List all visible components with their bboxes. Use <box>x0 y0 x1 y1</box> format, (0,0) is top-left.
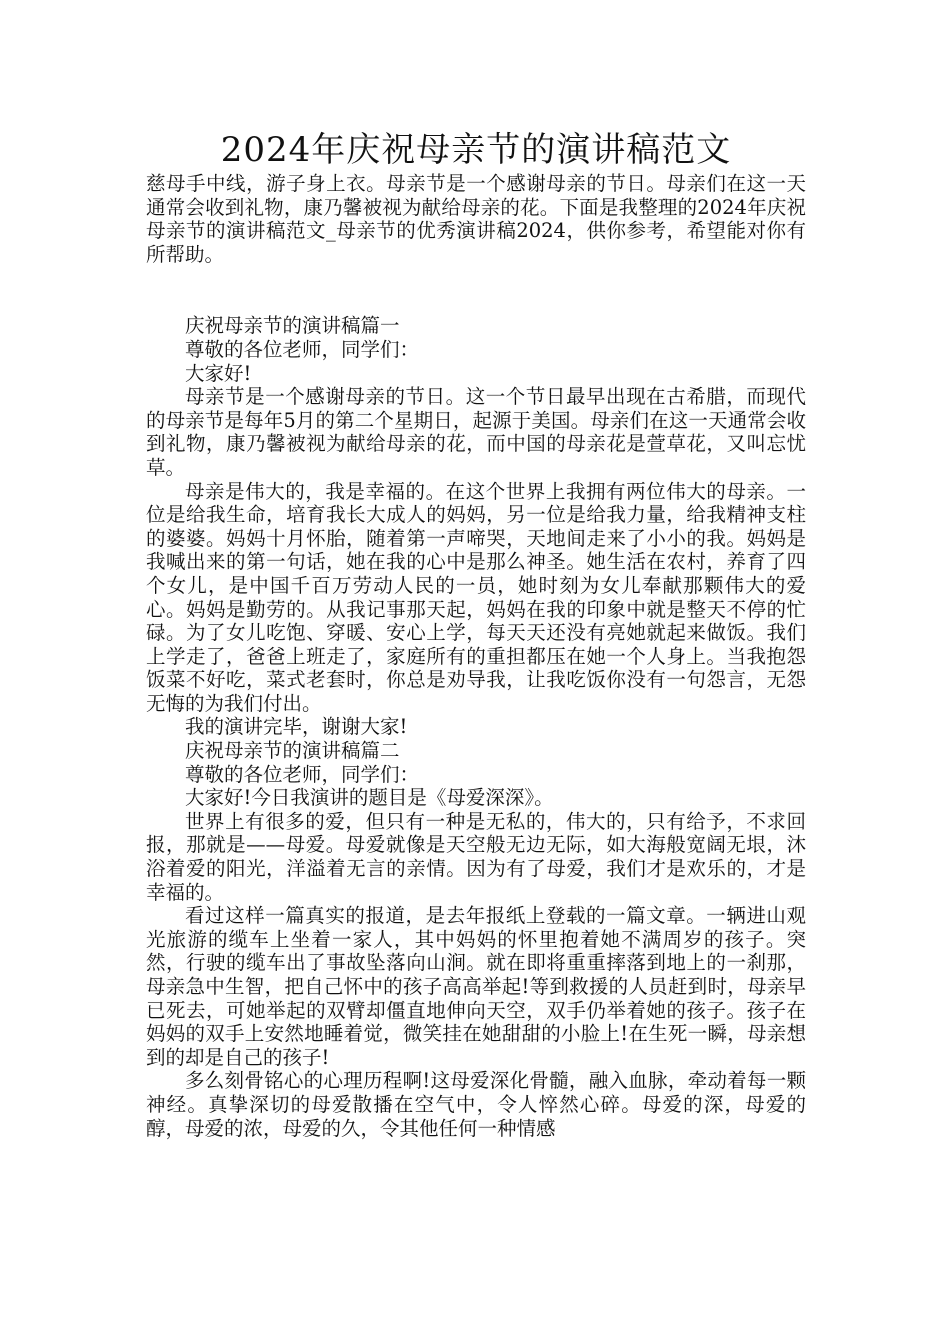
document-page <box>146 128 806 1140</box>
greeting: 大家好! <box>185 361 252 385</box>
document-title: 2024年庆祝母亲节的演讲稿范文 <box>220 130 732 170</box>
greeting: 大家好!今日我演讲的题目是《母爱深深》。 <box>185 786 554 810</box>
section-spacer <box>146 266 806 314</box>
section-heading-1: 庆祝母亲节的演讲稿篇一 <box>185 314 400 338</box>
closing-line: 我的演讲完毕，谢谢大家! <box>185 715 408 739</box>
body-paragraph: 母亲节是一个感谢母亲的节日。这一个节日最早出现在古希腊，而现代的母亲节是每年5月的第二个星期日，起源于美国。母亲们在这一天通常会收到礼物，康乃馨被视为献给母亲的花，而中国的母亲花是萱草花，又叫忘忧草。 <box>146 385 806 479</box>
body-paragraph: 多么刻骨铭心的心理历程啊!这母爱深化骨髓，融入血脉，牵动着每一颗神经。真挚深切的母爱散播在空气中，令人悴然心碎。母爱的深，母爱的醇，母爱的浓，母爱的久，令其他任何一种情感 <box>146 1069 806 1140</box>
salutation: 尊敬的各位老师，同学们： <box>185 337 420 361</box>
intro-paragraph: 慈母手中线，游子身上衣。母亲节是一个感谢母亲的节日。母亲们在这一天通常会收到礼物，康乃馨被视为献给母亲的花。下面是我整理的2024年庆祝母亲节的演讲稿范文_母亲节的优秀演讲稿2024，供你参考，希望能对你有所帮助。 <box>146 172 806 266</box>
body-paragraph: 看过这样一篇真实的报道，是去年报纸上登载的一篇文章。一辆进山观光旅游的缆车上坐着一家人，其中妈妈的怀里抱着她不满周岁的孩子。突然，行驶的缆车出了事故坠落向山涧。就在即将重重摔落到地上的一刹那，母亲急中生智，把自己怀中的孩子高高举起!等到救援的人员赶到时，母亲早已死去，可她举起的双臂却僵直地伸向天空，双手仍举着她的孩子。孩子在妈妈的双手上安然地睡着觉，微笑挂在她甜甜的小脸上!在生死一瞬，母亲想到的却是自己的孩子! <box>146 904 806 1069</box>
salutation: 尊敬的各位老师，同学们： <box>185 762 420 786</box>
section-heading-2: 庆祝母亲节的演讲稿篇二 <box>185 739 400 763</box>
body-paragraph: 世界上有很多的爱，但只有一种是无私的，伟大的，只有给予，不求回报，那就是——母爱。母爱就像是天空般无边无际，如大海般宽阔无垠，沐浴着爱的阳光，洋溢着无言的亲情。因为有了母爱，我们才是欢乐的，才是幸福的。 <box>146 809 806 904</box>
body-paragraph: 母亲是伟大的，我是幸福的。在这个世界上我拥有两位伟大的母亲。一位是给我生命，培育我长大成人的妈妈，另一位是给我力量，给我精神支柱的婆婆。妈妈十月怀胎，随着第一声啼哭，天地间走来了小小的我。妈妈是我喊出来的第一句话，她在我的心中是那么神圣。她生活在农村，养育了四个女儿，是中国千百万劳动人民的一员，她时刻为女儿奉献那颗伟大的爱心。妈妈是勤劳的。从我记事那天起，妈妈在我的印象中就是整天不停的忙碌。为了女儿吃饱、穿暖、安心上学，每天天还没有亮她就起来做饭。我们上学走了，爸爸上班走了，家庭所有的重担都压在她一个人身上。当我抱怨饭菜不好吃，菜式老套时，你总是劝导我，让我吃饭你没有一句怨言，无怨无悔的为我们付出。 <box>146 479 806 715</box>
